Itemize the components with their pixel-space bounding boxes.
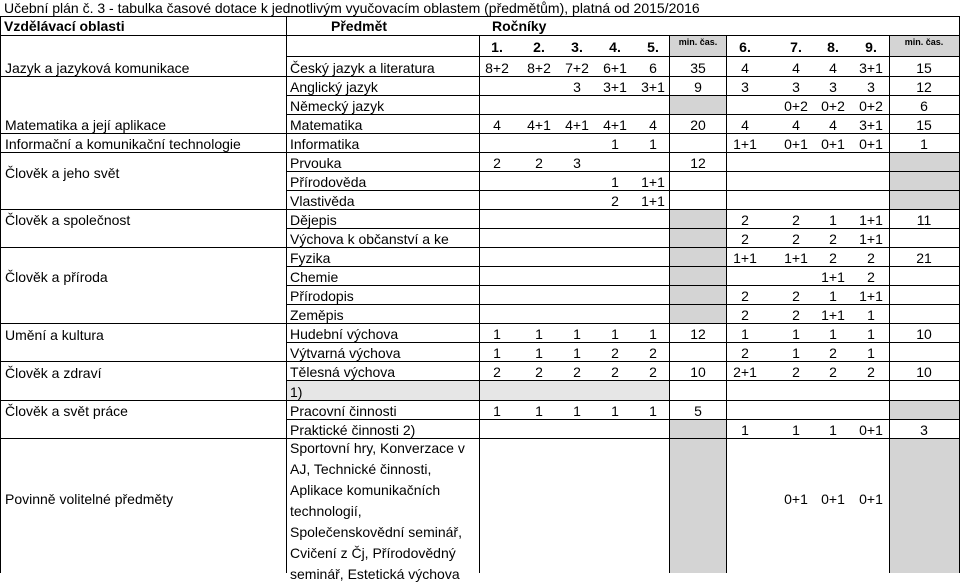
cell-g7: 2 — [792, 307, 800, 323]
subject-name: Prvouka — [290, 155, 342, 171]
subject-name: Výtvarná výchova — [290, 345, 401, 361]
cell-g8: 2 — [829, 231, 837, 247]
cell-g5: 1 — [649, 136, 657, 152]
volitelne-line-2: AJ, Technické činnosti, — [290, 461, 432, 477]
cell-g1: 8+2 — [485, 60, 509, 76]
cell-min1: 12 — [690, 326, 706, 342]
cell-g1: 2 — [493, 155, 501, 171]
cell-g7: 0+2 — [784, 98, 808, 114]
subject-name: Dějepis — [290, 212, 337, 228]
cell-g9: 1 — [867, 345, 875, 361]
cell-g4: 4+1 — [603, 117, 627, 133]
cell-g6: 4 — [741, 60, 749, 76]
grade-8-header: 8. — [827, 39, 839, 55]
cell-g4: 3+1 — [603, 79, 627, 95]
cell-g5: 3+1 — [641, 79, 665, 95]
cell-g7: 2 — [792, 231, 800, 247]
area-volitelne: Povinně volitelné předměty — [5, 491, 174, 507]
cell-g7: 2 — [792, 364, 800, 380]
area-ict: Informační a komunikační technologie — [5, 136, 241, 152]
subject-name: Tělesná výchova — [290, 364, 396, 380]
cell-g1: 1 — [493, 403, 501, 419]
cell-min2: 12 — [916, 79, 932, 95]
volitelne-line-4: technologií, — [290, 503, 362, 519]
area-clovek-svet: Člověk a jeho svět — [5, 165, 120, 181]
cell-g6: 1+1 — [733, 250, 757, 266]
area-clovek-priroda: Člověk a příroda — [5, 269, 108, 285]
grade-2-header: 2. — [533, 39, 545, 55]
cell-g5: 1+1 — [641, 174, 665, 190]
subject-name: Přírodověda — [290, 174, 367, 190]
cell-g8: 4 — [829, 117, 837, 133]
shade-vychova-ref — [286, 380, 669, 400]
cell-min1: 12 — [690, 155, 706, 171]
cell-min2: 11 — [916, 212, 932, 228]
cell-g3: 1 — [573, 345, 581, 361]
cell-g2: 1 — [535, 326, 543, 342]
cell-min1: 9 — [694, 79, 702, 95]
cell-g8: 1+1 — [821, 307, 845, 323]
volitelne-g8: 0+1 — [821, 491, 845, 507]
grade-6-header: 6. — [739, 39, 751, 55]
cell-min2: 21 — [916, 250, 932, 266]
cell-g7: 2 — [792, 212, 800, 228]
subject-name: Fyzika — [290, 250, 331, 266]
subject-name: Pracovní činnosti — [290, 403, 397, 419]
cell-g4: 6+1 — [603, 60, 627, 76]
cell-g9: 1+1 — [859, 231, 883, 247]
shade-min1-volitelne — [669, 419, 726, 573]
cell-g3: 3 — [573, 155, 581, 171]
cell-g4: 2 — [611, 193, 619, 209]
subject-name: Anglický jazyk — [290, 79, 378, 95]
shade-min2-volitelne — [889, 438, 959, 573]
cell-min1: 5 — [694, 403, 702, 419]
cell-min2: 3 — [920, 422, 928, 438]
cell-g9: 0+2 — [859, 98, 883, 114]
cell-g1: 2 — [493, 364, 501, 380]
cell-g8: 1 — [829, 422, 837, 438]
cell-g8: 4 — [829, 60, 837, 76]
cell-g3: 4+1 — [565, 117, 589, 133]
cell-g8: 0+1 — [821, 136, 845, 152]
volitelne-g9: 0+1 — [859, 491, 883, 507]
cell-g8: 1+1 — [821, 269, 845, 285]
cell-g7: 3 — [792, 79, 800, 95]
cell-g8: 3 — [829, 79, 837, 95]
cell-g8: 2 — [829, 345, 837, 361]
cell-g6: 2 — [741, 307, 749, 323]
header-subject: Předmět — [331, 18, 388, 34]
cell-g4: 2 — [611, 345, 619, 361]
volitelne-g7: 0+1 — [784, 491, 808, 507]
cell-g9: 2 — [867, 269, 875, 285]
cell-g9: 1+1 — [859, 212, 883, 228]
cell-g3: 3 — [573, 79, 581, 95]
cell-g5: 6 — [649, 60, 657, 76]
cell-g8: 0+2 — [821, 98, 845, 114]
cell-g2: 8+2 — [527, 60, 551, 76]
cell-g4: 1 — [611, 136, 619, 152]
cell-g6: 1 — [741, 326, 749, 342]
cell-g9: 3+1 — [859, 60, 883, 76]
header-grades: Ročníky — [492, 18, 547, 34]
cell-g8: 1 — [829, 212, 837, 228]
area-jazyk: Jazyk a jazyková komunikace — [5, 60, 190, 76]
subject-name: Praktické činnosti 2) — [290, 422, 416, 438]
cell-g7: 1 — [792, 326, 800, 342]
grade-4-header: 4. — [609, 39, 621, 55]
cell-g9: 2 — [867, 364, 875, 380]
cell-g1: 1 — [493, 326, 501, 342]
grade-3-header: 3. — [571, 39, 583, 55]
cell-g7: 4 — [792, 117, 800, 133]
cell-min1: 10 — [690, 364, 706, 380]
cell-g4: 2 — [611, 364, 619, 380]
shade-min2-svet-prace — [889, 400, 959, 419]
cell-g6: 2 — [741, 345, 749, 361]
grade-1-header: 1. — [491, 39, 503, 55]
cell-g1: 1 — [493, 345, 501, 361]
cell-min2: 1 — [920, 136, 928, 152]
cell-g3: 1 — [573, 403, 581, 419]
cell-g6: 2+1 — [733, 364, 757, 380]
cell-g9: 3+1 — [859, 117, 883, 133]
cell-g4: 1 — [611, 403, 619, 419]
cell-g8: 2 — [829, 364, 837, 380]
volitelne-line-7: seminář, Estetická výchova — [290, 566, 460, 582]
subject-name: Vlastivěda — [290, 193, 355, 209]
volitelne-line-3: Aplikace komunikačních — [290, 482, 441, 498]
subject-name: Hudební výchova — [290, 326, 399, 342]
subject-name: Výchova k občanství a ke — [290, 231, 449, 247]
cell-g6: 2 — [741, 212, 749, 228]
min-cas-header-2: min. čas. — [904, 37, 944, 47]
cell-g3: 1 — [573, 326, 581, 342]
subject-name: Informatika — [290, 136, 360, 152]
cell-g2: 1 — [535, 403, 543, 419]
cell-g6: 1+1 — [733, 136, 757, 152]
cell-g5: 1+1 — [641, 193, 665, 209]
cell-min1: 35 — [690, 60, 706, 76]
grade-7-header: 7. — [790, 39, 802, 55]
cell-g5: 1 — [649, 326, 657, 342]
cell-g1: 4 — [493, 117, 501, 133]
volitelne-line-5: Společenskovědní seminář, — [290, 524, 462, 540]
subject-name: Přírodopis — [290, 288, 354, 304]
subject-name: Německý jazyk — [290, 98, 385, 114]
cell-g8: 1 — [829, 288, 837, 304]
cell-g6: 1 — [741, 422, 749, 438]
area-zdravi: Člověk a zdraví — [5, 365, 102, 381]
cell-g5: 2 — [649, 364, 657, 380]
cell-g9: 1 — [867, 307, 875, 323]
cell-g6: 2 — [741, 231, 749, 247]
cell-g7: 0+1 — [784, 136, 808, 152]
page-title: Učební plán č. 3 - tabulka časové dotace k jednotlivým vyučovacím oblastem (předmětům), platná od 2015/2016 — [4, 0, 700, 16]
subject-name: Chemie — [290, 269, 339, 285]
area-umeni: Umění a kultura — [5, 327, 104, 343]
cell-min2: 6 — [920, 98, 928, 114]
cell-g5: 4 — [649, 117, 657, 133]
min-cas-header-1: min. čas. — [678, 37, 718, 47]
cell-g2: 4+1 — [527, 117, 551, 133]
shade-min1-nemcina — [669, 95, 726, 114]
grade-5-header: 5. — [647, 39, 659, 55]
cell-min2: 10 — [916, 326, 932, 342]
shade-min2-clovek-svet — [889, 152, 959, 209]
cell-g5: 2 — [649, 345, 657, 361]
cell-g7: 2 — [792, 288, 800, 304]
cell-g9: 2 — [867, 250, 875, 266]
cell-g7: 1 — [792, 422, 800, 438]
cell-g6: 2 — [741, 288, 749, 304]
cell-g7: 1 — [792, 345, 800, 361]
subject-name: Matematika — [290, 117, 363, 133]
cell-g9: 3 — [867, 79, 875, 95]
cell-g5: 1 — [649, 403, 657, 419]
subject-name: Český jazyk a literatura — [290, 60, 435, 76]
cell-g6: 4 — [741, 117, 749, 133]
cell-g4: 1 — [611, 326, 619, 342]
area-svet-prace: Člověk a svět práce — [5, 403, 128, 419]
cell-min2: 15 — [916, 117, 932, 133]
cell-g6: 3 — [741, 79, 749, 95]
cell-min2: 10 — [916, 364, 932, 380]
cell-g3: 7+2 — [565, 60, 589, 76]
area-clovek-spolecnost: Člověk a společnost — [5, 212, 131, 228]
volitelne-line-6: Cvičení z Čj, Přírodovědný — [290, 545, 456, 561]
cell-g9: 0+1 — [859, 136, 883, 152]
volitelne-line-1: Sportovní hry, Konverzace v — [290, 440, 465, 456]
cell-g2: 1 — [535, 345, 543, 361]
cell-g3: 2 — [573, 364, 581, 380]
cell-g2: 2 — [535, 364, 543, 380]
cell-g9: 0+1 — [859, 422, 883, 438]
area-matematika: Matematika a její aplikace — [5, 117, 167, 133]
cell-g7: 1+1 — [784, 250, 808, 266]
cell-g8: 2 — [829, 250, 837, 266]
cell-g4: 1 — [611, 174, 619, 190]
cell-g9: 1+1 — [859, 288, 883, 304]
cell-g8: 1 — [829, 326, 837, 342]
cell-g2: 2 — [535, 155, 543, 171]
grade-9-header: 9. — [865, 39, 877, 55]
cell-min1: 20 — [690, 117, 706, 133]
header-area: Vzdělávací oblasti — [4, 18, 125, 34]
cell-g7: 4 — [792, 60, 800, 76]
cell-g9: 1 — [867, 326, 875, 342]
subject-name: Zeměpis — [290, 307, 344, 323]
cell-min2: 15 — [916, 60, 932, 76]
subject-name: 1) — [290, 384, 303, 400]
